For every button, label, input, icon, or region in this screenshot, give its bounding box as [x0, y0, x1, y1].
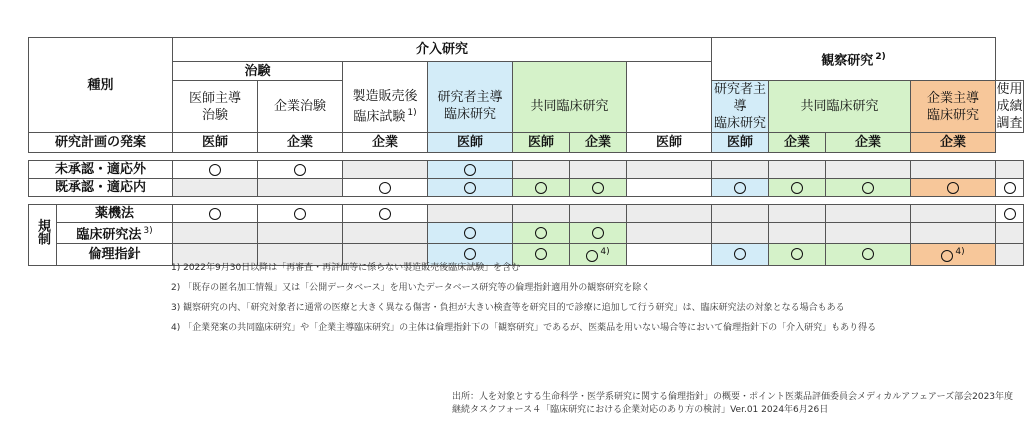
col-joint-obs: 共同臨床研究	[769, 81, 911, 133]
cell	[769, 205, 826, 223]
header-blank-3	[343, 62, 428, 81]
cell	[627, 205, 712, 223]
circle-mark	[209, 164, 221, 176]
cell	[627, 179, 712, 197]
cell	[173, 179, 258, 197]
col-joint-int: 共同臨床研究	[513, 81, 627, 133]
row-approved-label: 既承認・適応内	[29, 179, 173, 197]
cell	[428, 205, 513, 223]
row-plan-label: 研究計画の発案	[29, 133, 173, 153]
plan-cell: 医師	[627, 133, 712, 153]
col-blank-int	[627, 81, 712, 133]
cell	[769, 223, 826, 244]
cell	[911, 244, 996, 265]
footnote-1: 1) 2022年9月30日以降は「再審査・再評価等に係らない製造販売後臨床試験」を含む	[171, 263, 521, 273]
cell	[996, 244, 1024, 265]
cell	[712, 205, 769, 223]
cell	[428, 161, 513, 179]
cell	[712, 161, 769, 179]
circle-mark	[464, 248, 476, 260]
row-ethics-guideline-label: 倫理指針	[57, 244, 173, 265]
cell	[911, 179, 996, 197]
cell	[258, 161, 343, 179]
circle-mark	[592, 182, 604, 194]
col-post-marketing: 製造販売後 臨床試験 $^{1)}$	[343, 81, 428, 133]
circle-mark	[1004, 182, 1016, 194]
row-clinical-research-act-label: 臨床研究法 $^{3)}$	[57, 223, 173, 244]
cell	[513, 179, 570, 197]
plan-cell: 企業	[343, 133, 428, 153]
cell	[911, 161, 996, 179]
plan-cell: 医師	[513, 133, 570, 153]
source-citation	[452, 391, 1013, 417]
cell	[712, 179, 769, 197]
cell	[769, 179, 826, 197]
cell	[258, 205, 343, 223]
circle-mark	[464, 227, 476, 239]
cell	[173, 161, 258, 179]
cell	[826, 161, 911, 179]
cell	[173, 205, 258, 223]
cell	[826, 223, 911, 244]
circle-mark	[862, 182, 874, 194]
header-blank-5	[513, 62, 627, 81]
cell	[258, 179, 343, 197]
cell	[428, 223, 513, 244]
footnote-3: 3) 観察研究の内、「研究対象者に通常の医療と大きく異なる傷害・負担が大きい検査等を研究目的で診療に追加して行う研究」は、臨床研究法の対象となる場合もある	[171, 303, 845, 313]
plan-cell: 医師	[712, 133, 769, 153]
header-type: 種別	[29, 38, 173, 133]
cell	[513, 223, 570, 244]
col-investigator-led-obs: 研究者主導 臨床研究	[712, 81, 769, 133]
col-company-trial: 企業治験	[258, 81, 343, 133]
cell	[911, 205, 996, 223]
header-clinical-trial: 治験	[173, 62, 343, 81]
plan-cell: 医師	[173, 133, 258, 153]
cell	[570, 179, 627, 197]
row-unapproved-label: 未承認・適応外	[29, 161, 173, 179]
cell	[996, 161, 1024, 179]
circle-mark	[464, 182, 476, 194]
gap	[29, 197, 996, 205]
research-classification-table	[28, 37, 1024, 266]
cell	[570, 161, 627, 179]
gap	[29, 153, 996, 161]
circle-mark	[535, 182, 547, 194]
circle-mark	[294, 208, 306, 220]
circle-mark	[209, 208, 221, 220]
col-doctor-led-trial: 医師主導 治験	[173, 81, 258, 133]
circle-mark	[791, 248, 803, 260]
row-pmd-act-label: 薬機法	[57, 205, 173, 223]
cell	[911, 223, 996, 244]
circle-mark	[947, 182, 959, 194]
plan-cell: 企業	[826, 133, 911, 153]
footnotes	[171, 262, 876, 342]
col-investigator-led-int: 研究者主導 臨床研究	[428, 81, 513, 133]
circle-mark	[941, 250, 953, 262]
cell	[627, 161, 712, 179]
circle-mark	[592, 227, 604, 239]
circle-mark	[734, 182, 746, 194]
plan-cell: 企業	[570, 133, 627, 153]
cell	[996, 205, 1024, 223]
cell	[826, 179, 911, 197]
header-observational: 観察研究 $^{2)}$	[712, 38, 996, 81]
regulation-group-label: 規制	[29, 205, 57, 266]
circle-mark	[535, 248, 547, 260]
source-line-2: 継続タスクフォース４「臨床研究における企業対応のあり方の検討」Ver.01 2024年6月26日	[452, 405, 829, 415]
cell	[712, 223, 769, 244]
col-usage-survey: 使用成績 調査	[996, 82, 1023, 131]
circle-mark	[379, 182, 391, 194]
plan-cell: 企業	[258, 133, 343, 153]
cell	[996, 179, 1024, 197]
cell	[343, 223, 428, 244]
cell	[343, 179, 428, 197]
plan-cell: 企業	[911, 133, 996, 153]
cell	[570, 223, 627, 244]
circle-mark	[379, 208, 391, 220]
cell	[428, 179, 513, 197]
source-line-1: 出所：人を対象とする生命科学・医学系研究に関する倫理指針」の概要・ポイント医薬品評価委員会メディカルアフェアーズ部会2023年度	[452, 392, 1014, 402]
header-blank-7	[627, 62, 712, 81]
footnote-2: 2) 「既存の匿名加工情報」又は「公開データベース」を用いたデータベース研究等の倫理指針適用外の観察研究を除く	[171, 283, 651, 293]
col-company-led-obs: 企業主導 臨床研究	[911, 81, 996, 133]
plan-cell: 企業	[769, 133, 826, 153]
plan-cell: 医師	[428, 133, 513, 153]
cell	[513, 205, 570, 223]
cell	[570, 205, 627, 223]
cell	[769, 161, 826, 179]
footnote-4: 4) 「企業発案の共同臨床研究」や「企業主導臨床研究」の主体は倫理指針下の「観察研究」であるが、医薬品を用いない場合等において倫理指針下の「介入研究」もあり得る	[171, 323, 877, 333]
cell	[343, 161, 428, 179]
cell	[258, 223, 343, 244]
note4-marker: 4)	[955, 247, 965, 258]
header-blank-4	[428, 62, 513, 81]
cell	[513, 161, 570, 179]
circle-mark	[734, 248, 746, 260]
circle-mark	[862, 248, 874, 260]
circle-mark	[586, 250, 598, 262]
note4-marker: 4)	[600, 247, 610, 258]
circle-mark	[535, 227, 547, 239]
circle-mark	[464, 164, 476, 176]
circle-mark	[294, 164, 306, 176]
cell	[627, 223, 712, 244]
cell	[996, 223, 1024, 244]
cell	[343, 205, 428, 223]
cell	[173, 223, 258, 244]
circle-mark	[1004, 208, 1016, 220]
cell	[826, 205, 911, 223]
circle-mark	[791, 182, 803, 194]
header-interventional: 介入研究	[173, 38, 712, 62]
